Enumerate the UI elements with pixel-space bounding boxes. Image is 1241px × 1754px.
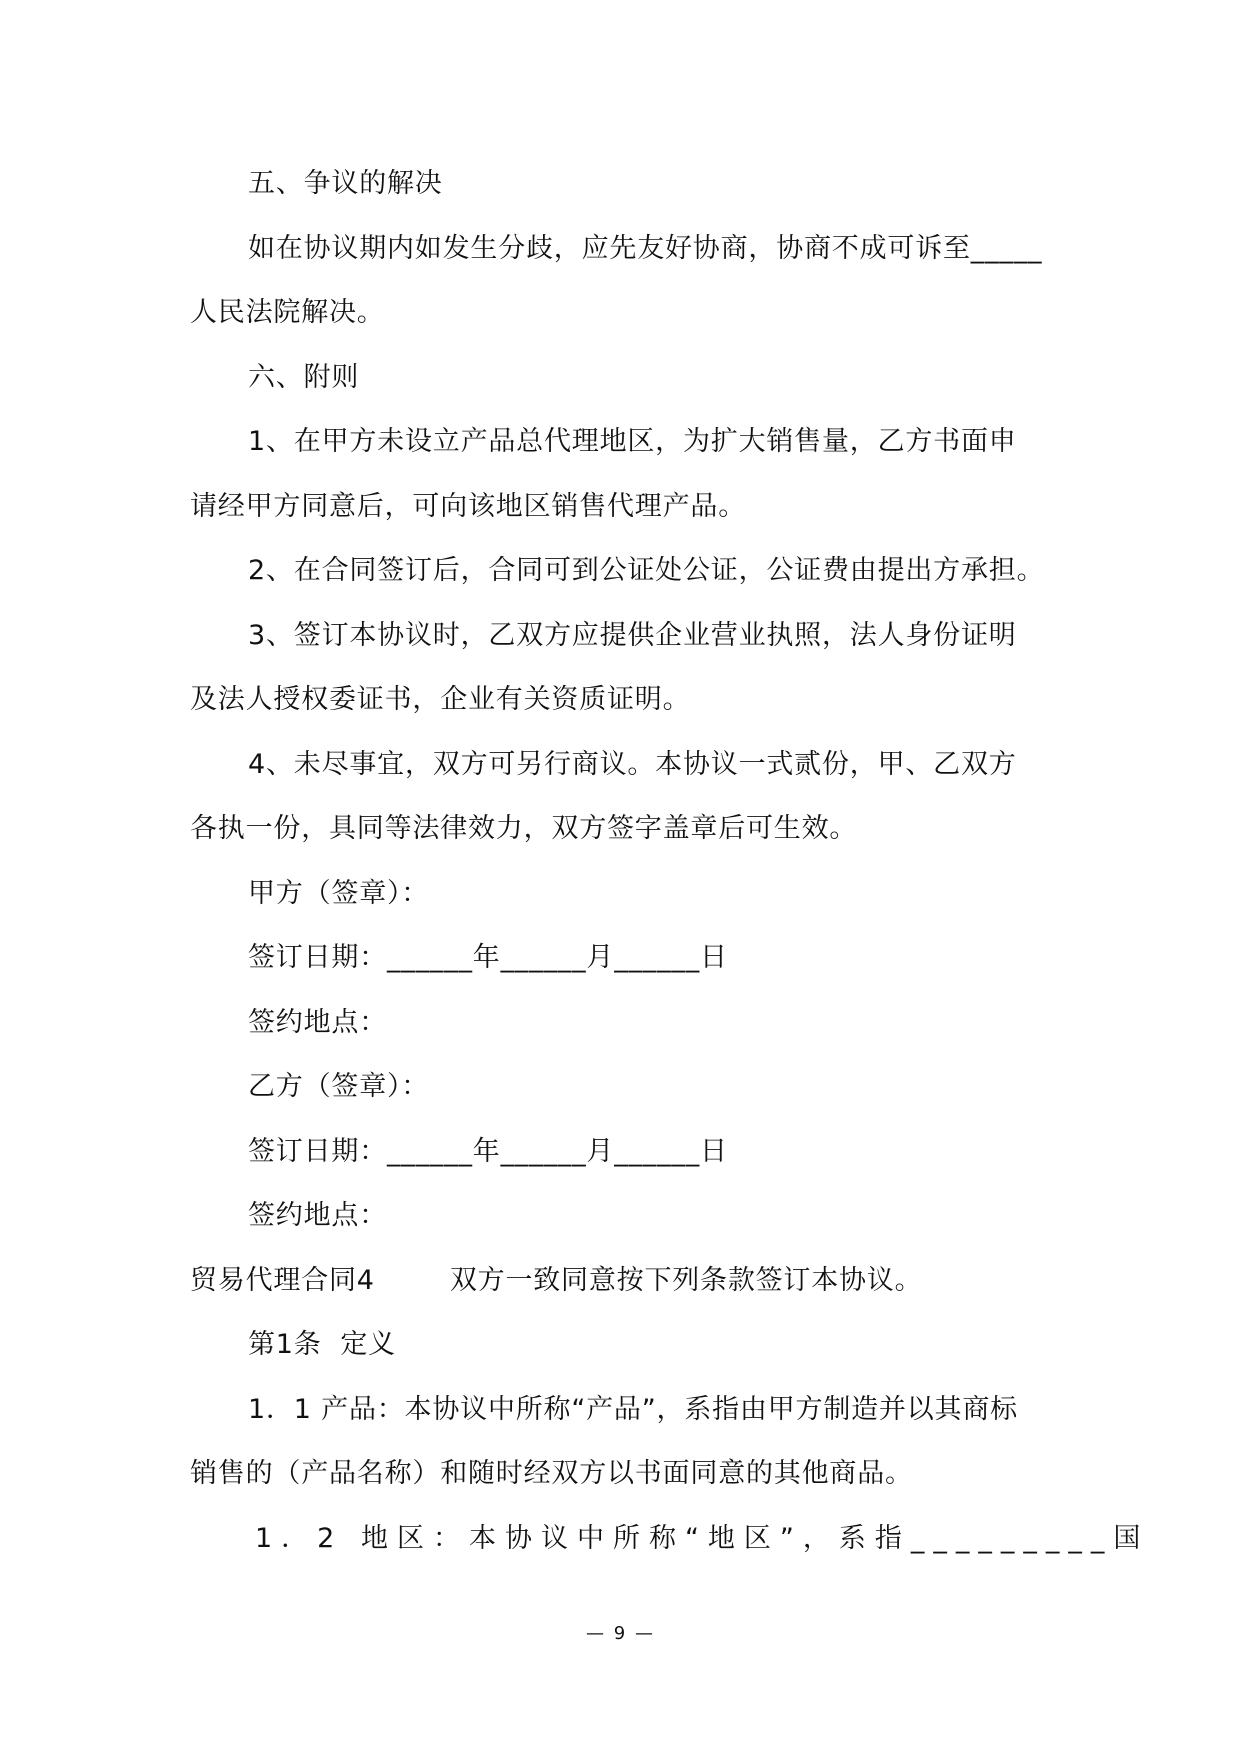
party-a-signature-label: 甲方（签章）：: [248, 878, 430, 909]
party-b-sign-place: 签约地点：: [248, 1200, 387, 1231]
paragraph-line: 2、在合同签订后，合同可到公证处公证，公证费由提出方承担。: [248, 555, 1045, 586]
paragraph-line: 销售的（产品名称）和随时经双方以书面同意的其他商品。: [190, 1458, 913, 1489]
paragraph-line: 1、在甲方未设立产品总代理地区，为扩大销售量，乙方书面申: [248, 426, 1017, 457]
party-a-sign-date: 签订日期：______年______月______日: [248, 942, 728, 973]
contract-title-line: 贸易代理合同4 双方一致同意按下列条款签订本协议。: [190, 1265, 923, 1296]
paragraph-line: 请经甲方同意后，可向该地区销售代理产品。: [190, 491, 746, 522]
paragraph-line: 1．1 产品：本协议中所称“产品”，系指由甲方制造并以其商标: [248, 1394, 1018, 1425]
paragraph-line: 如在协议期内如发生分歧，应先友好协商，协商不成可诉至_____: [248, 233, 1043, 264]
paragraph-line: 人民法院解决。: [190, 297, 385, 328]
paragraph-line: 1．2 地区：本协议中所称“地区”，系指_________国: [255, 1523, 1150, 1554]
paragraph-line: 各执一份，具同等法律效力，双方签字盖章后可生效。: [190, 813, 858, 844]
party-b-signature-label: 乙方（签章）：: [248, 1071, 430, 1102]
party-b-sign-date: 签订日期：______年______月______日: [248, 1136, 728, 1167]
section-heading-appendix: 六、附则: [248, 362, 360, 393]
paragraph-line: 3、签订本协议时，乙双方应提供企业营业执照，法人身份证明: [248, 620, 1017, 651]
party-a-sign-place: 签约地点：: [248, 1007, 387, 1038]
paragraph-line: 及法人授权委证书，企业有关资质证明。: [190, 684, 691, 715]
article-heading: 第1条 定义: [248, 1329, 396, 1360]
page-number: — 9 —: [586, 1623, 655, 1644]
paragraph-line: 4、未尽事宜，双方可另行商议。本协议一式贰份，甲、乙双方: [248, 749, 1017, 780]
section-heading-dispute: 五、争议的解决: [248, 168, 443, 199]
